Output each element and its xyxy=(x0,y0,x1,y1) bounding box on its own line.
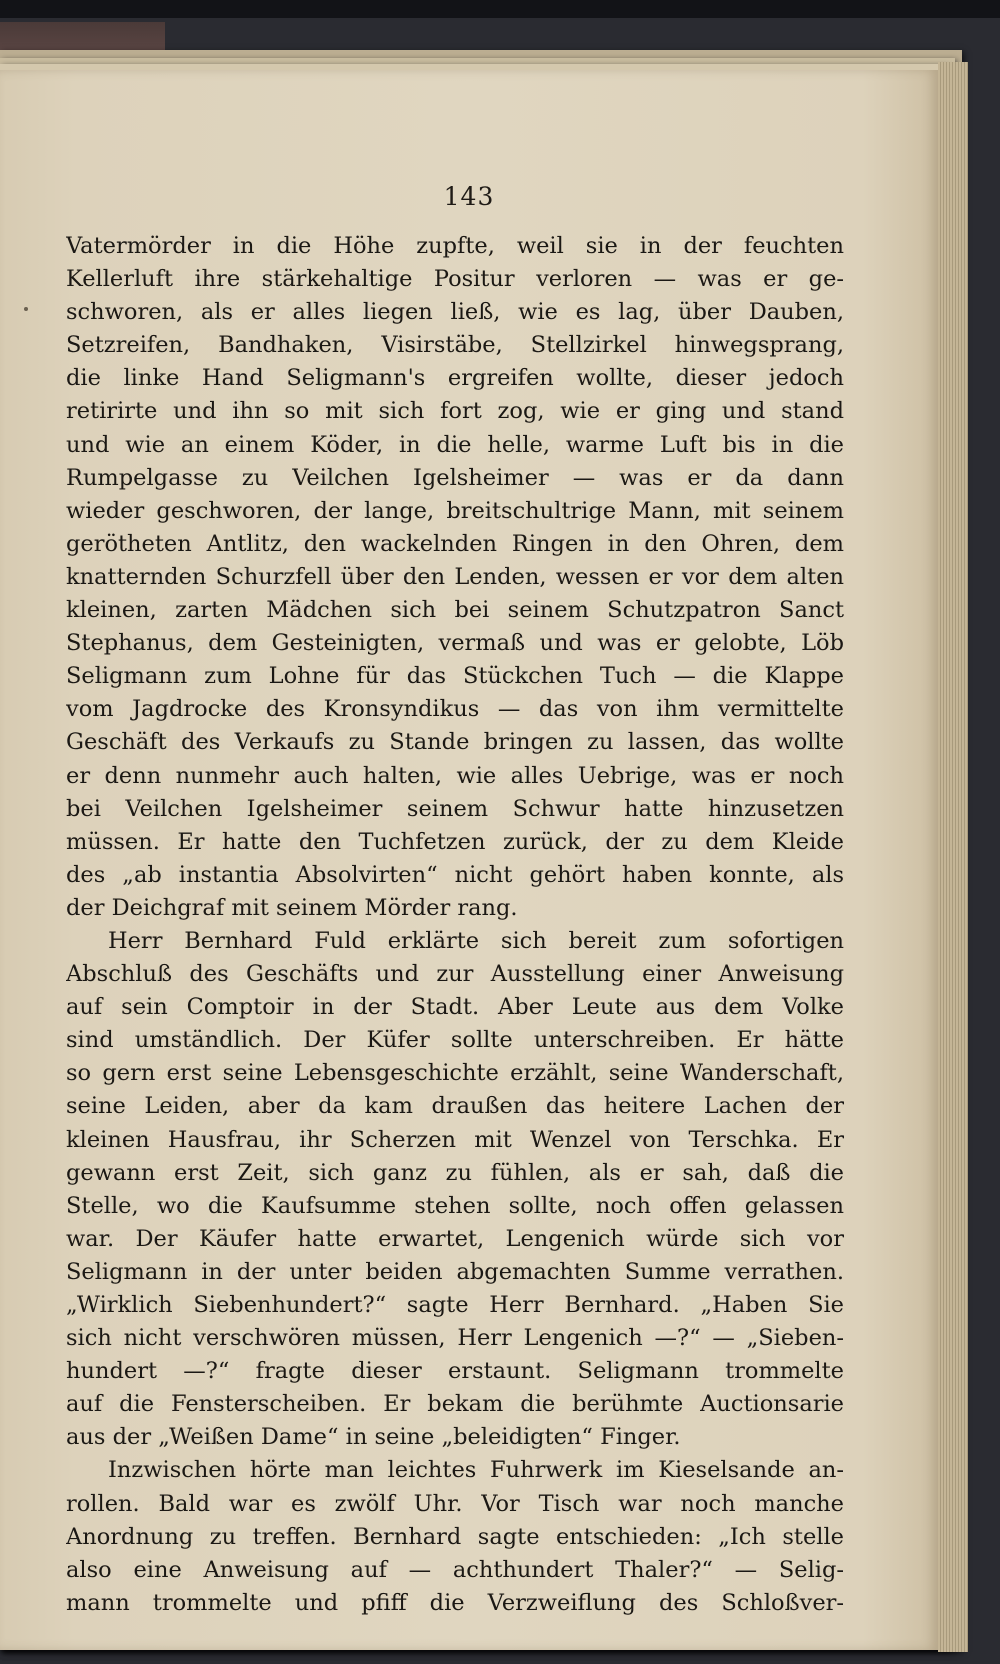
text-line: Vatermörder in die Höhe zupfte, weil sie in der feuchten xyxy=(66,233,844,259)
text-line: Kellerluft ihre stärkehaltige Positur verloren — was er ge- xyxy=(66,266,844,293)
text-line: Anordnung zu treffen. Bernhard sagte entschieden: „Ich stelle xyxy=(66,1523,844,1550)
text-line: war. Der Käufer hatte erwartet, Lengenich würde sich vor xyxy=(66,1225,844,1252)
text-line: gerötheten Antlitz, den wackelnden Ringen in den Ohren, dem xyxy=(66,530,844,557)
text-line: wieder geschworen, der lange, breitschultrige Mann, mit seinem xyxy=(66,497,844,524)
text-line: mann trommelte und pfiff die Verzweiflung des Schloßver- xyxy=(66,1589,844,1616)
paragraph-start-line: Herr Bernhard Fuld erklärte sich bereit zum sofortigen xyxy=(108,927,844,954)
paragraph-end-line: der Deichgraf mit seinem Mörder rang. xyxy=(66,894,518,921)
text-line: rollen. Bald war es zwölf Uhr. Vor Tisch war noch manche xyxy=(66,1490,844,1517)
text-line: sind umständlich. Der Küfer sollte unterschreiben. Er hätte xyxy=(66,1027,844,1054)
text-line: und wie an einem Köder, in die helle, warme Luft bis in die xyxy=(66,431,844,458)
text-line: Stephanus, dem Gesteinigten, vermaß und was er gelobte, Löb xyxy=(66,630,844,657)
text-line: müssen. Er hatte den Tuchfetzen zurück, der zu dem Kleide xyxy=(66,828,844,855)
text-line: des „ab instantia Absolvirten“ nicht gehört haben konnte, als xyxy=(66,861,844,888)
text-line: also eine Anweisung auf — achthundert Thaler?“ — Selig- xyxy=(66,1556,844,1583)
text-line: Geschäft des Verkaufs zu Stande bringen zu lassen, das wollte xyxy=(66,729,844,756)
paragraph-end-line: aus der „Weißen Dame“ in seine „beleidigten“ Finger. xyxy=(66,1424,681,1451)
page-speck xyxy=(24,307,28,311)
text-line: Abschluß des Geschäfts und zur Ausstellung einer Anweisung xyxy=(66,961,844,988)
text-line: retirirte und ihn so mit sich fort zog, wie er ging und stand xyxy=(66,398,844,425)
text-line: Seligmann zum Lohne für das Stückchen Tuch — die Klappe xyxy=(66,663,844,690)
text-line: kleinen Hausfrau, ihr Scherzen mit Wenzel von Terschka. Er xyxy=(66,1126,844,1153)
text-line: kleinen, zarten Mädchen sich bei seinem Schutzpatron Sanct xyxy=(66,597,844,624)
text-line: seine Leiden, aber da kam draußen das heitere Lachen der xyxy=(66,1093,844,1120)
text-line: knatternden Schurzfell über den Lenden, wessen er vor dem alten xyxy=(66,563,844,590)
page-block-edge xyxy=(938,62,968,1652)
text-line: auf sein Comptoir in der Stadt. Aber Leute aus dem Volke xyxy=(66,994,844,1021)
text-line: Rumpelgasse zu Veilchen Igelsheimer — was er da dann xyxy=(66,464,844,491)
dark-background-top xyxy=(0,0,1000,18)
text-line: „Wirklich Siebenhundert?“ sagte Herr Bernhard. „Haben Sie xyxy=(66,1292,844,1318)
text-line: schworen, als er alles liegen ließ, wie es lag, über Dauben, xyxy=(66,299,844,326)
text-line: Seligmann in der unter beiden abgemachten Summe verrathen. xyxy=(66,1258,844,1285)
paragraph-start-line: Inzwischen hörte man leichtes Fuhrwerk im Kieselsande an- xyxy=(108,1457,844,1484)
text-line: hundert —?“ fragte dieser erstaunt. Seligmann trommelte xyxy=(66,1358,844,1385)
text-line: gewann erst Zeit, sich ganz zu fühlen, als er sah, daß die xyxy=(66,1159,844,1186)
text-line: Stelle, wo die Kaufsumme stehen sollte, noch offen gelassen xyxy=(66,1192,844,1219)
text-line: er denn nunmehr auch halten, wie alles Uebrige, was er noch xyxy=(66,762,844,789)
text-line: bei Veilchen Igelsheimer seinem Schwur hatte hinzusetzen xyxy=(66,795,844,822)
text-line: Setzreifen, Bandhaken, Visirstäbe, Stellzirkel hinwegsprang, xyxy=(66,332,844,359)
text-line: die linke Hand Seligmann's ergreifen wollte, dieser jedoch xyxy=(66,365,844,392)
body-text xyxy=(66,230,844,1620)
book-page xyxy=(0,70,938,1650)
text-line: auf die Fensterscheiben. Er bekam die berühmte Auctionsarie xyxy=(66,1391,844,1418)
page-number: 143 xyxy=(443,182,495,211)
text-line: so gern erst seine Lebensgeschichte erzählt, seine Wanderschaft, xyxy=(66,1060,844,1087)
text-line: vom Jagdrocke des Kronsyndikus — das von ihm vermittelte xyxy=(66,696,844,723)
text-line: sich nicht verschwören müssen, Herr Lengenich —?“ — „Sieben- xyxy=(66,1325,844,1352)
